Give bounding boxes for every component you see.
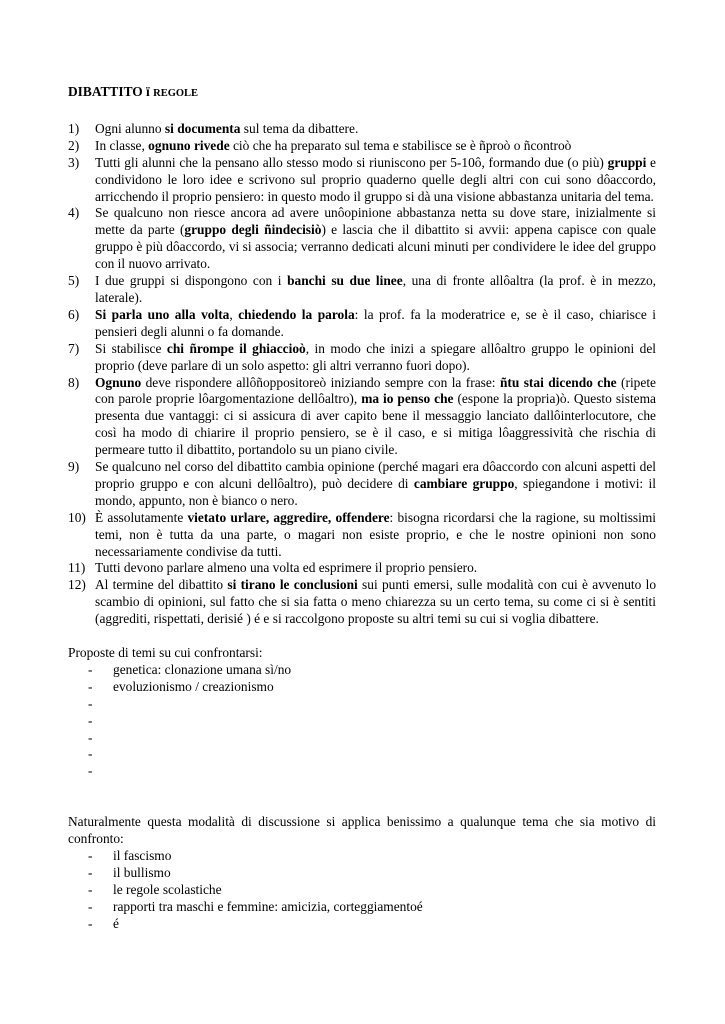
rule-item xyxy=(68,577,656,628)
rule-item xyxy=(68,155,656,206)
rule-emphasis: gruppi xyxy=(607,154,647,170)
rule-text: ciò che ha preparato sul tema e stabilisce se è ñproò o ñcontroò xyxy=(229,137,572,153)
topic-item xyxy=(88,713,656,730)
rule-text: , xyxy=(229,306,239,322)
rule-text: deve rispondere allôñoppositoreò iniziando sempre con la frase: xyxy=(141,374,500,390)
rule-text: , una di fronte allôaltra (la prof. è in mezzo, laterale). xyxy=(95,273,657,305)
rule-text: , in modo che inizi a spiegare allôaltro gruppo le opinioni del proprio (deve parlare di un solo aspetto: gli altri verranno fuori dopo). xyxy=(95,340,656,373)
rule-emphasis: cambiare gruppo xyxy=(413,475,515,491)
document-title xyxy=(68,84,656,103)
rule-text: ) e lascia che il dibattito si avvii: appena capisce con quale gruppo è più dôaccordo, vi si associa; verranno dedicati alcuni minuti per condividere le idee del gruppo con il nuovo arrivato. xyxy=(95,222,656,272)
topics-section xyxy=(68,645,656,780)
rules-list xyxy=(68,121,656,628)
rule-text: sui punti emersi, sulle modalità con cui è avvenuto lo scambio di opinioni, sul fatto che si sia fatta o meno chiarezza su un certo tema, su come ci si è sentiti (aggrediti, rispettati, derisié ) é e si raccolgono proposte su altri temi su cui si voglia dibattere. xyxy=(95,577,657,627)
topics-list xyxy=(68,662,656,780)
rule-text: Ogni alunno xyxy=(95,120,165,136)
application-item: - rapporti tra maschi e femmine: amicizia, corteggiamentoé xyxy=(88,899,656,916)
rule-emphasis: ma io penso che xyxy=(361,391,454,407)
title-sub: REGOLE xyxy=(153,88,199,99)
rule-number: 5) xyxy=(68,273,80,289)
applications-section xyxy=(68,814,656,932)
application-item: - é xyxy=(88,916,656,933)
rule-number: 11) xyxy=(68,560,86,576)
application-item: - il bullismo xyxy=(88,865,656,882)
rule-number: 1) xyxy=(68,120,80,136)
rule-number: 8) xyxy=(68,374,80,390)
rule-emphasis: chiedendo la parola xyxy=(238,306,355,322)
rule-item xyxy=(68,273,656,307)
rule-text: Se qualcuno non riesce ancora ad avere unôopinione abbastanza netta su dove stare, inizialmente si mette da parte ( xyxy=(95,205,656,238)
rule-emphasis: si documenta xyxy=(164,120,241,136)
rule-text: sul tema da dibattere. xyxy=(240,120,359,136)
title-main: DIBATTITO ï xyxy=(68,84,150,99)
rule-text: e condividono le loro idee e scrivono sul proprio quaderno quelle degli altri con cui sono dôaccordo, arricchendo il proprio pensiero: in questo modo il gruppo si dà una visione abbastanza unitaria del tema. xyxy=(95,154,657,204)
rule-number: 2) xyxy=(68,137,80,153)
rule-number: 10) xyxy=(68,509,86,525)
rule-number: 4) xyxy=(68,205,80,221)
topic-item xyxy=(88,730,656,747)
rule-emphasis: vietato urlare, aggredire, offendere xyxy=(187,509,390,525)
rule-item xyxy=(68,510,656,561)
rule-emphasis: Si parla uno alla volta xyxy=(95,306,230,322)
rule-text: (ripete con parole proprie lôargomentazione dellôaltro), xyxy=(95,374,656,407)
rule-emphasis: ñtu stai dicendo che xyxy=(499,374,617,390)
rule-item xyxy=(68,138,656,155)
topic-item: - genetica: clonazione umana sì/no xyxy=(88,662,656,679)
rule-emphasis: chi ñrompe il ghiaccioò xyxy=(166,340,306,356)
rule-item xyxy=(68,307,656,341)
rule-item xyxy=(68,459,656,510)
topic-item xyxy=(88,696,656,713)
rule-text: : bisogna ricordarsi che la ragione, su moltissimi temi, non è tutta da una parte, o magari non esiste proprio, e che le nostre opinioni non sono necessariamente condivise da tutti. xyxy=(95,509,656,559)
rule-item xyxy=(68,121,656,138)
rule-text: Tutti devono parlare almeno una volta ed esprimere il proprio pensiero. xyxy=(95,560,478,576)
rule-text: Al termine del dibattito xyxy=(95,577,228,593)
rule-text: Se qualcuno nel corso del dibattito cambia opinione (perché magari era dôaccordo con alcuni aspetti del proprio gruppo e con alcuni dellôaltro), può decidere di xyxy=(95,459,656,491)
rule-number: 9) xyxy=(68,459,80,475)
rule-text: Tutti gli alunni che la pensano allo stesso modo si riuniscono per 5-10ô, formando due (o più) xyxy=(95,154,608,170)
rule-number: 7) xyxy=(68,340,80,356)
rule-number: 12) xyxy=(68,577,86,593)
rule-item xyxy=(68,375,656,460)
rule-emphasis: ognuno rivede xyxy=(148,137,230,153)
rule-text: , spiegandone i motivi: il mondo, appunto, non è bianco o nero. xyxy=(95,475,656,508)
rule-text: : la prof. fa la moderatrice e, se è il caso, chiarisce i pensieri degli alunni o fa domande. xyxy=(95,306,657,339)
rule-item xyxy=(68,560,656,577)
rule-text: Si stabilisce xyxy=(95,340,167,356)
application-item: - le regole scolastiche xyxy=(88,882,656,899)
rule-item xyxy=(68,205,656,273)
rule-text: In classe, xyxy=(95,137,149,153)
document-page xyxy=(68,84,656,933)
rule-emphasis: si tirano le conclusioni xyxy=(227,577,358,593)
rule-emphasis: Ognuno xyxy=(95,374,142,390)
rule-item xyxy=(68,341,656,375)
application-item: - il fascismo xyxy=(88,848,656,865)
topics-heading: Proposte di temi su cui confrontarsi: xyxy=(68,645,263,661)
topic-item xyxy=(88,763,656,780)
rule-text: È assolutamente xyxy=(95,509,188,525)
rule-number: 3) xyxy=(68,154,80,170)
topic-item: - evoluzionismo / creazionismo xyxy=(88,679,656,696)
rule-text: I due gruppi si dispongono con i xyxy=(95,273,288,289)
rule-emphasis: gruppo degli ñindecisiò xyxy=(184,222,322,238)
applications-list xyxy=(68,848,656,933)
topic-item xyxy=(88,746,656,763)
rule-emphasis: banchi su due linee xyxy=(287,273,403,289)
applications-heading: Naturalmente questa modalità di discussione si applica benissimo a qualunque tema che sia motivo di confronto: xyxy=(68,814,656,847)
rule-text: (espone la propria)ò. Questo sistema presenta due vantaggi: ci si assicura di aver capito bene il messaggio lanciato dallôinterlocutore, che così ha modo di chiarire il proprio pensiero, se è il caso, e si mitiga lôaggressività che rischia di permeare tutto il dibattito, portandolo su un piano civile. xyxy=(95,391,656,458)
rule-number: 6) xyxy=(68,306,80,322)
